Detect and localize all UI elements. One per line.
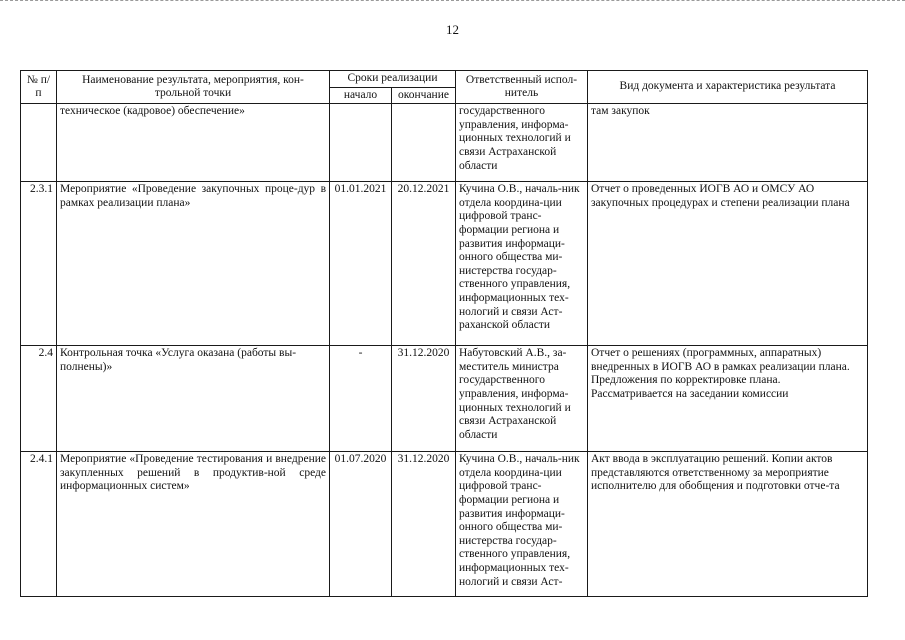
row-end <box>392 104 456 182</box>
header-document: Вид документа и характеристика результата <box>588 71 868 104</box>
table-row <box>21 346 868 452</box>
plan-table <box>20 70 868 597</box>
row-start <box>330 104 392 182</box>
header-start: начало <box>330 87 392 104</box>
row-end: 20.12.2021 <box>392 182 456 346</box>
row-name: Мероприятие «Проведение закупочных проце-дур в рамках реализации плана» <box>57 182 330 346</box>
page-top-border <box>0 0 905 1</box>
header-responsible: Ответственный испол-нитель <box>456 71 588 104</box>
row-start: 01.01.2021 <box>330 182 392 346</box>
row-name: техническое (кадровое) обеспечение» <box>57 104 330 182</box>
row-end: 31.12.2020 <box>392 452 456 597</box>
row-num: 2.4.1 <box>21 452 57 597</box>
table-row <box>21 104 868 182</box>
row-responsible: Набутовский А.В., за-меститель министра государственного управления, информа-ционных технологий и связи Астраханской области <box>456 346 588 452</box>
row-responsible: Кучина О.В., началь-ник отдела координа-ции цифровой транс-формации региона и развития информаци-онного общества ми-нистерства государ-ственного управления, информационных тех-нологий и связи Аст- <box>456 452 588 597</box>
header-name: Наименование результата, мероприятия, кон-трольной точки <box>57 71 330 104</box>
row-start: 01.07.2020 <box>330 452 392 597</box>
row-num: 2.4 <box>21 346 57 452</box>
page-number: 12 <box>446 22 459 37</box>
table-row <box>21 452 868 597</box>
row-responsible: Кучина О.В., началь-ник отдела координа-ции цифровой транс-формации региона и развития информаци-онного общества ми-нистерства государ-ственного управления, информационных тех-нологий и связи Аст-раханской области <box>456 182 588 346</box>
row-document: Отчет о проведенных ИОГВ АО и ОМСУ АО закупочных процедурах и степени реализации плана <box>588 182 868 346</box>
header-num: № п/п <box>21 71 57 104</box>
row-end: 31.12.2020 <box>392 346 456 452</box>
table-row <box>21 182 868 346</box>
row-name: Мероприятие «Проведение тестирования и внедрение закупленных решений в продуктив-ной среде информационных систем» <box>57 452 330 597</box>
row-responsible: государственного управления, информа-ционных технологий и связи Астраханской области <box>456 104 588 182</box>
row-num: 2.3.1 <box>21 182 57 346</box>
row-document: Акт ввода в эксплуатацию решений. Копии актов представляются ответственному за мероприятие исполнителю для обобщения и подготовки отче-та <box>588 452 868 597</box>
header-terms: Сроки реализации <box>330 71 456 88</box>
row-document: Отчет о решениях (программных, аппаратных) внедренных в ИОГВ АО в рамках реализации плана. Предложения по корректировке плана. Рассматривается на заседании комиссии <box>588 346 868 452</box>
row-start: - <box>330 346 392 452</box>
table-header <box>21 71 868 104</box>
header-end: окончание <box>392 87 456 104</box>
row-document: там закупок <box>588 104 868 182</box>
row-num <box>21 104 57 182</box>
row-name: Контрольная точка «Услуга оказана (работы вы-полнены)» <box>57 346 330 452</box>
